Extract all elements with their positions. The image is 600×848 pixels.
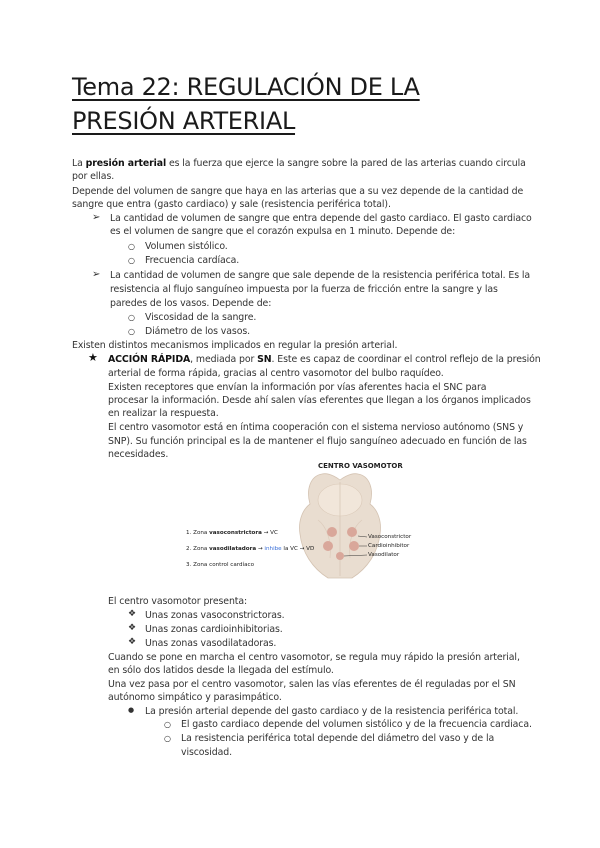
list-item-text: es el volumen de sangre que el corazón expulsa en 1 minuto. Depende de: — [110, 226, 456, 237]
circle-bullet-icon: ○ — [128, 256, 135, 265]
summary-sub-item: viscosidad. — [181, 747, 232, 758]
circle-bullet-icon: ○ — [128, 327, 135, 336]
brainstem-illustration — [299, 474, 380, 578]
vasomotor-paragraph-line: Una vez pasa por el centro vasomotor, salen las vías eferentes de él reguladas por el SN — [108, 679, 516, 690]
vasodilator-zone-dot — [323, 541, 333, 551]
accion-line-4: procesar la información. Desde ahí salen vías eferentes que llegan a los órganos implicados — [108, 395, 531, 406]
list-item-text: La cantidad de volumen de sangre que entra depende del gasto cardiaco. El gasto cardiaco — [110, 213, 532, 224]
intro-line-1: La presión arterial es la fuerza que ejerce la sangre sobre la pared de las arterias cuando circula — [72, 158, 526, 169]
vasodilator-zone-dot-center — [336, 552, 344, 560]
page-title — [72, 70, 512, 138]
summary-sub-item: El gasto cardiaco depende del volumen sistólico y de la frecuencia cardiaca. — [181, 719, 532, 730]
accion-line-8: necesidades. — [108, 449, 169, 460]
arrow-bullet-icon: ➢ — [92, 269, 101, 280]
accion-line-6: El centro vasomotor está en íntima cooperación con el sistema nervioso autónomo (SNS y — [108, 422, 524, 433]
vasomotor-item: Unas zonas vasoconstrictoras. — [145, 610, 285, 621]
vasomotor-paragraph-line: autónomo simpático y parasimpático. — [108, 692, 282, 703]
star-bullet-icon: ★ — [88, 351, 98, 364]
arrow-bullet-icon: ➢ — [92, 212, 101, 223]
circle-bullet-icon: ○ — [164, 720, 171, 729]
circle-bullet-icon: ○ — [128, 242, 135, 251]
zone-1-label: 1. Zona vasoconstrictora → VC — [186, 530, 278, 536]
accion-line-7: SNP). Su función principal es la de mantener el flujo sanguíneo adecuado en función de las — [108, 436, 527, 447]
circle-bullet-icon: ○ — [164, 734, 171, 743]
accion-line-2: arterial de forma rápida, gracias al centro vasomotor del bulbo raquídeo. — [108, 368, 444, 379]
sub-item-text: Diámetro de los vasos. — [145, 326, 250, 337]
diamond-bullet-icon: ❖ — [128, 637, 137, 647]
diamond-bullet-icon: ❖ — [128, 609, 137, 619]
cardioinhibitor-label: Cardioinhibitor — [368, 543, 410, 549]
bold-term-presion-arterial: presión arterial — [85, 158, 167, 169]
dot-bullet-icon: ● — [128, 706, 135, 714]
vasomotor-item: Unas zonas cardioinhibitorias. — [145, 624, 283, 635]
cardioinhibitor-zone-dot — [349, 541, 359, 551]
figure-title: CENTRO VASOMOTOR — [318, 462, 403, 470]
vasoconstrictor-label: Vasoconstrictor — [368, 534, 412, 540]
list-item-text: resistencia al flujo sanguíneo impuesta por la fuerza de fricción entre la sangre y las — [110, 284, 498, 295]
sub-item-text: Viscosidad de la sangre. — [145, 312, 257, 323]
list-item-text: La cantidad de volumen de sangre que sale depende de la resistencia periférica total. Es la — [110, 270, 531, 281]
vasomotor-paragraph-line: Cuando se pone en marcha el centro vasomotor, se regula muy rápido la presión arterial, — [108, 652, 520, 663]
zone-2-label: 2. Zona vasodilatadora → inhibe la VC → VD — [186, 546, 315, 552]
summary-sub-item: La resistencia periférica total depende del diámetro del vaso y de la — [181, 733, 495, 744]
list-item-text: paredes de los vasos. Depende de: — [110, 298, 272, 309]
intro-line-2: por ellas. — [72, 171, 115, 182]
accion-line-3: Existen receptores que envían la información por vías aferentes hacia el SNC para — [108, 382, 487, 393]
summary-item: La presión arterial depende del gasto cardiaco y de la resistencia periférica total. — [145, 706, 519, 717]
title-line-2: PRESIÓN ARTERIAL — [72, 107, 296, 135]
vasomotor-paragraph-line: en sólo dos latidos desde la llegada del estímulo. — [108, 665, 334, 676]
vasomotor-item: Unas zonas vasodilatadoras. — [145, 638, 277, 649]
bold-accion-rapida: ACCIÓN RÁPIDA — [108, 354, 191, 365]
sub-item-text: Frecuencia cardíaca. — [145, 255, 240, 266]
accion-line-1: ACCIÓN RÁPIDA, mediada por SN. Este es capaz de coordinar el control reflejo de la presión — [108, 354, 541, 365]
zone-3-label: 3. Zona control cardíaco — [186, 562, 255, 568]
mechanisms-text: Existen distintos mecanismos implicados en regular la presión arterial. — [72, 340, 398, 351]
vasoconstrictor-zone-dot — [327, 527, 337, 537]
sub-item-text: Volumen sistólico. — [145, 241, 228, 252]
circle-bullet-icon: ○ — [128, 313, 135, 322]
intro-line-4: sangre que entra (gasto cardiaco) y sale (resistencia periférica total). — [72, 199, 391, 210]
intro-line-3: Depende del volumen de sangre que haya en las arterias que a su vez depende de la cantidad de — [72, 186, 524, 197]
title-line-1: Tema 22: REGULACIÓN DE LA — [72, 73, 420, 101]
vasomotor-intro: El centro vasomotor presenta: — [108, 596, 248, 607]
vasoconstrictor-zone-dot-right — [347, 527, 357, 537]
diamond-bullet-icon: ❖ — [128, 623, 137, 633]
vasodilator-label: Vasodilator — [368, 552, 400, 558]
bold-sn: SN — [257, 354, 272, 365]
accion-line-5: en realizar la respuesta. — [108, 408, 219, 419]
